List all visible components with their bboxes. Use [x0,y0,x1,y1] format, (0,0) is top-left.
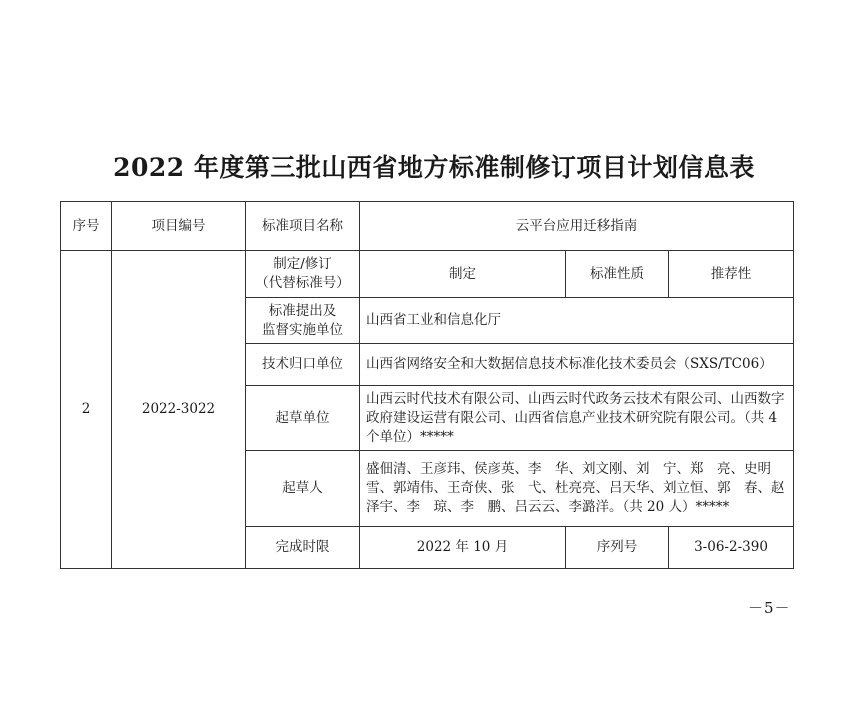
drafters-value: 盛佃清、王彦玮、侯彦英、李 华、刘文刚、刘 宁、郑 亮、史明雪、郭靖伟、王奇侠、张 弋、杜亮亮、吕天华、刘立恒、郭 春、赵泽宇、李 琼、李 鹏、吕云云、李潞洋。（共 20 人）***** [360,451,794,527]
tc-label: 技术归口单位 [246,344,360,386]
drafters-label: 起草人 [246,451,360,527]
drafter-org-value: 山西云时代技术有限公司、山西云时代政务云技术有限公司、山西数字政府建设运营有限公司、山西省信息产业技术研究院有限公司。（共 4 个单位）***** [360,386,794,451]
row-seq: 2 [61,251,112,569]
header-project-no: 项目编号 [112,202,246,251]
nature-value: 推荐性 [669,251,794,298]
proposer-value: 山西省工业和信息化厅 [360,298,794,344]
nature-label: 标准性质 [566,251,669,298]
header-seq: 序号 [61,202,112,251]
page-number: －5－ [748,599,791,617]
header-std-name: 标准项目名称 [246,202,360,251]
document-title: 2022 年度第三批山西省地方标准制修订项目计划信息表 [113,153,755,182]
row-project-no: 2022-3022 [112,251,246,569]
deadline-value: 2022 年 10 月 [360,527,566,569]
project-plan-table [60,201,794,569]
table-row [61,251,794,298]
type-label: 制定/修订 （代替标准号） [246,251,360,298]
drafter-org-label: 起草单位 [246,386,360,451]
std-name-value: 云平台应用迁移指南 [360,202,794,251]
type-value: 制定 [360,251,566,298]
serial-value: 3-06-2-390 [669,527,794,569]
deadline-label: 完成时限 [246,527,360,569]
proposer-label: 标准提出及 监督实施单位 [246,298,360,344]
table-header-row [61,202,794,251]
serial-label: 序列号 [566,527,669,569]
tc-value: 山西省网络安全和大数据信息技术标准化技术委员会（SXS/TC06） [360,344,794,386]
